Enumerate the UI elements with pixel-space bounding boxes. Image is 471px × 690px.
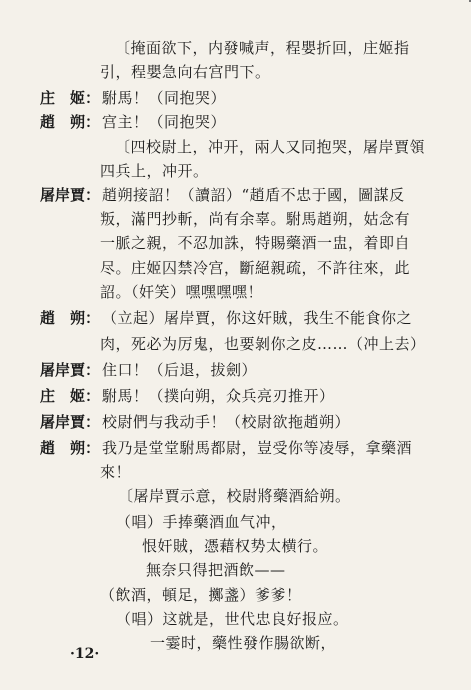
speaker-label: 屠岸賈： xyxy=(40,361,101,379)
dialogue-line: 駙馬！（同抱哭） xyxy=(102,89,227,107)
speaker-label: 庄 姬： xyxy=(40,89,101,107)
song3-line: 無奈只得把酒飲—— xyxy=(146,561,286,579)
speaker-label: 庄 姬： xyxy=(40,387,101,405)
stage-line: 〔掩面欲下，内發喊声，程嬰折回，庄姬指 xyxy=(115,39,410,57)
speech-line: 詔。（奸笑）嘿嘿嘿嘿！ xyxy=(100,283,264,301)
dialogue-line: 我乃是堂堂駙馬都尉，豈受你等凌辱，拿藥酒 xyxy=(102,439,413,457)
speech-line: （飲酒，頓足，擲盞）爹爹！ xyxy=(100,586,302,604)
dialogue-line: 宫主！（同抱哭） xyxy=(102,113,227,131)
stage-line: 〔四校尉上，冲开，兩人又同抱哭，屠岸賈領 xyxy=(115,138,426,156)
stage2-line: 引，程嬰急向右宫門下。 xyxy=(100,63,271,81)
speech-line: 肉，死必为厉鬼，也要剝你之皮……（冲上去） xyxy=(100,335,426,353)
stage2-line: 四兵上，冲开。 xyxy=(100,162,209,180)
song3b-line: 一霎时，藥性發作腸欲断， xyxy=(150,634,337,652)
dialogue-line: 校尉們与我动手！（校尉欲拖趙朔） xyxy=(102,413,351,431)
speaker-label: 屠岸賈： xyxy=(40,186,101,204)
speech-line: 來！ xyxy=(100,463,132,481)
page-number: ·12· xyxy=(70,646,100,662)
stage3-line: 〔屠岸賈示意，校尉將藥酒給朔。 xyxy=(118,487,351,505)
speech-line: 叛，滿門抄斬，尚有余辜。駙馬趙朔，姑念有 xyxy=(100,210,411,228)
speaker-label: 趙 朔： xyxy=(40,113,101,131)
dialogue-line: （立起）屠岸賈，你这奸賊，我生不能食你之 xyxy=(102,309,413,327)
speech-line: 一脈之親，不忍加誅，特賜藥酒一盅，着即自 xyxy=(100,234,411,252)
dialogue-line: 駙馬！（撲向朔，众兵亮刃推开） xyxy=(102,387,335,405)
dialogue-line: 住口！（后退，拔劍） xyxy=(102,361,258,379)
speech-line: 尽。庄姬囚禁冷宫，斷絕親疏，不許往來，此 xyxy=(100,259,411,277)
song-line: （唱）手捧藥酒血气冲， xyxy=(116,513,287,531)
song2-line: 恨奸賊，憑藉权势太横行。 xyxy=(142,537,329,555)
dialogue-line: 趙朔接詔！（讀詔）“趙盾不忠于國，圖謀反 xyxy=(102,186,405,204)
song-line: （唱）这就是，世代忠良好报应。 xyxy=(116,610,349,628)
speaker-label: 趙 朔： xyxy=(40,309,101,327)
speaker-label: 趙 朔： xyxy=(40,439,101,457)
speaker-label: 屠岸賈： xyxy=(40,413,101,431)
